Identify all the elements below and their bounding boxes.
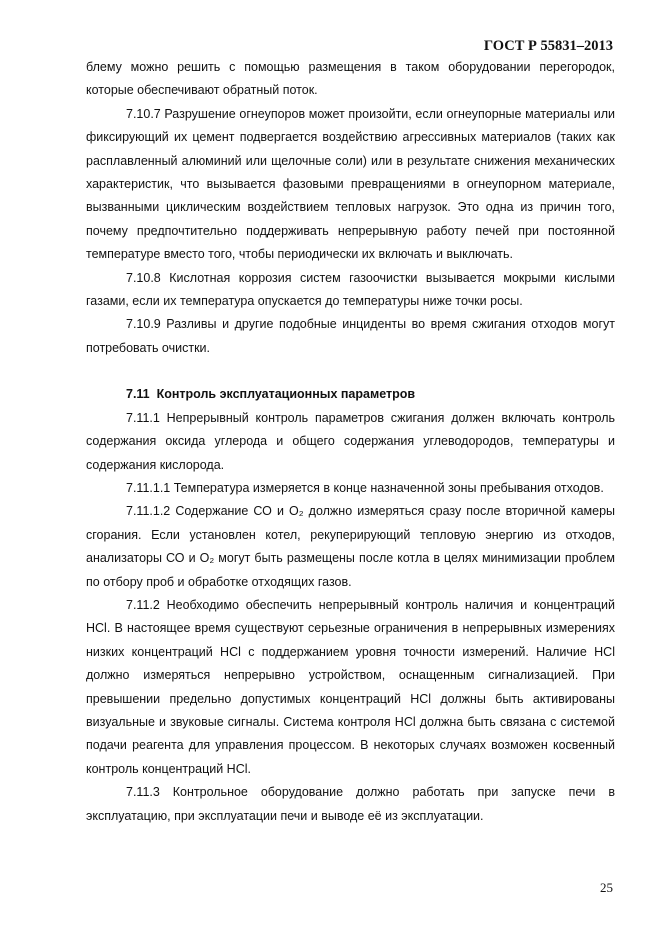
section-title: Контроль эксплуатационных параметров — [156, 387, 416, 402]
paragraph-7-11-1: 7.11.1 Непрерывный контроль параметров сжигания должен включать контроль содержания оксида углерода и общего содержания углеводородов, температуры и содержания кислорода. — [86, 410, 615, 472]
paragraph-continued: блему можно решить с помощью размещения в таком оборудовании перегородок, которые обеспечивают обратный поток. — [86, 60, 615, 98]
page-body — [86, 56, 615, 828]
spacer — [86, 360, 615, 383]
section-heading — [86, 383, 615, 406]
section-number: 7.11 — [126, 387, 150, 402]
page-number: 25 — [600, 880, 613, 895]
paragraph-7-10-7: 7.10.7 Разрушение огнеупоров может произойти, если огнеупорные материалы или фиксирующий их цемент подвергается воздействию агрессивных материалов (таких как расплавленный алюминий или щелочные соли) или в результате снижения механических характеристик, что вызывается фазовыми превращениями в огнеупорном материале, вызванными циклическим воздействием тепловых нагрузок. Это одна из причин того, почему предпочтительно поддерживать непрерывную работу печей при постоянной температуре вместо того, чтобы периодически их включать и выключать. — [86, 106, 615, 262]
document-id: ГОСТ Р 55831–2013 — [483, 38, 613, 54]
paragraph-7-11-3: 7.11.3 Контрольное оборудование должно работать при запуске печи в эксплуатацию, при эксплуатации печи и выводе её из эксплуатации. — [86, 785, 615, 823]
paragraph-7-10-9: 7.10.9 Разливы и другие подобные инциденты во время сжигания отходов могут потребовать очистки. — [86, 317, 615, 355]
paragraph-7-10-8: 7.10.8 Кислотная коррозия систем газоочистки вызывается мокрыми кислыми газами, если их температура опускается до температуры ниже точки росы. — [86, 270, 615, 309]
paragraph-7-11-1-2: 7.11.1.2 Содержание СО и О₂ должно измеряться сразу после вторичной камеры сгорания. Если установлен котел, рекуперирующий тепловую энергию из отходов, анализаторы СО и О₂ могут быть размещены после котла в целях минимизации проблем по отбору проб и обработке отходящих газов. — [86, 504, 615, 589]
paragraph-7-11-2: 7.11.2 Необходимо обеспечить непрерывный контроль наличия и концентраций HCl. В настоящее время существуют серьезные ограничения в непрерывных измерениях низких концентраций HCl с поддержанием уровня точности измерений. Наличие HCl должно измеряться непрерывно устройством, оснащенным сигнализацией. При превышении предельно допустимых концентраций HCl должны быть активированы визуальные и звуковые сигналы. Система контроля HCl должна быть связана с системой подачи реагента для управления процессом. В некоторых случаях возможен косвенный контроль концентраций HCl. — [86, 597, 615, 776]
paragraph-7-11-1-1: 7.11.1.1 Температура измеряется в конце назначенной зоны пребывания отходов. — [126, 480, 604, 495]
